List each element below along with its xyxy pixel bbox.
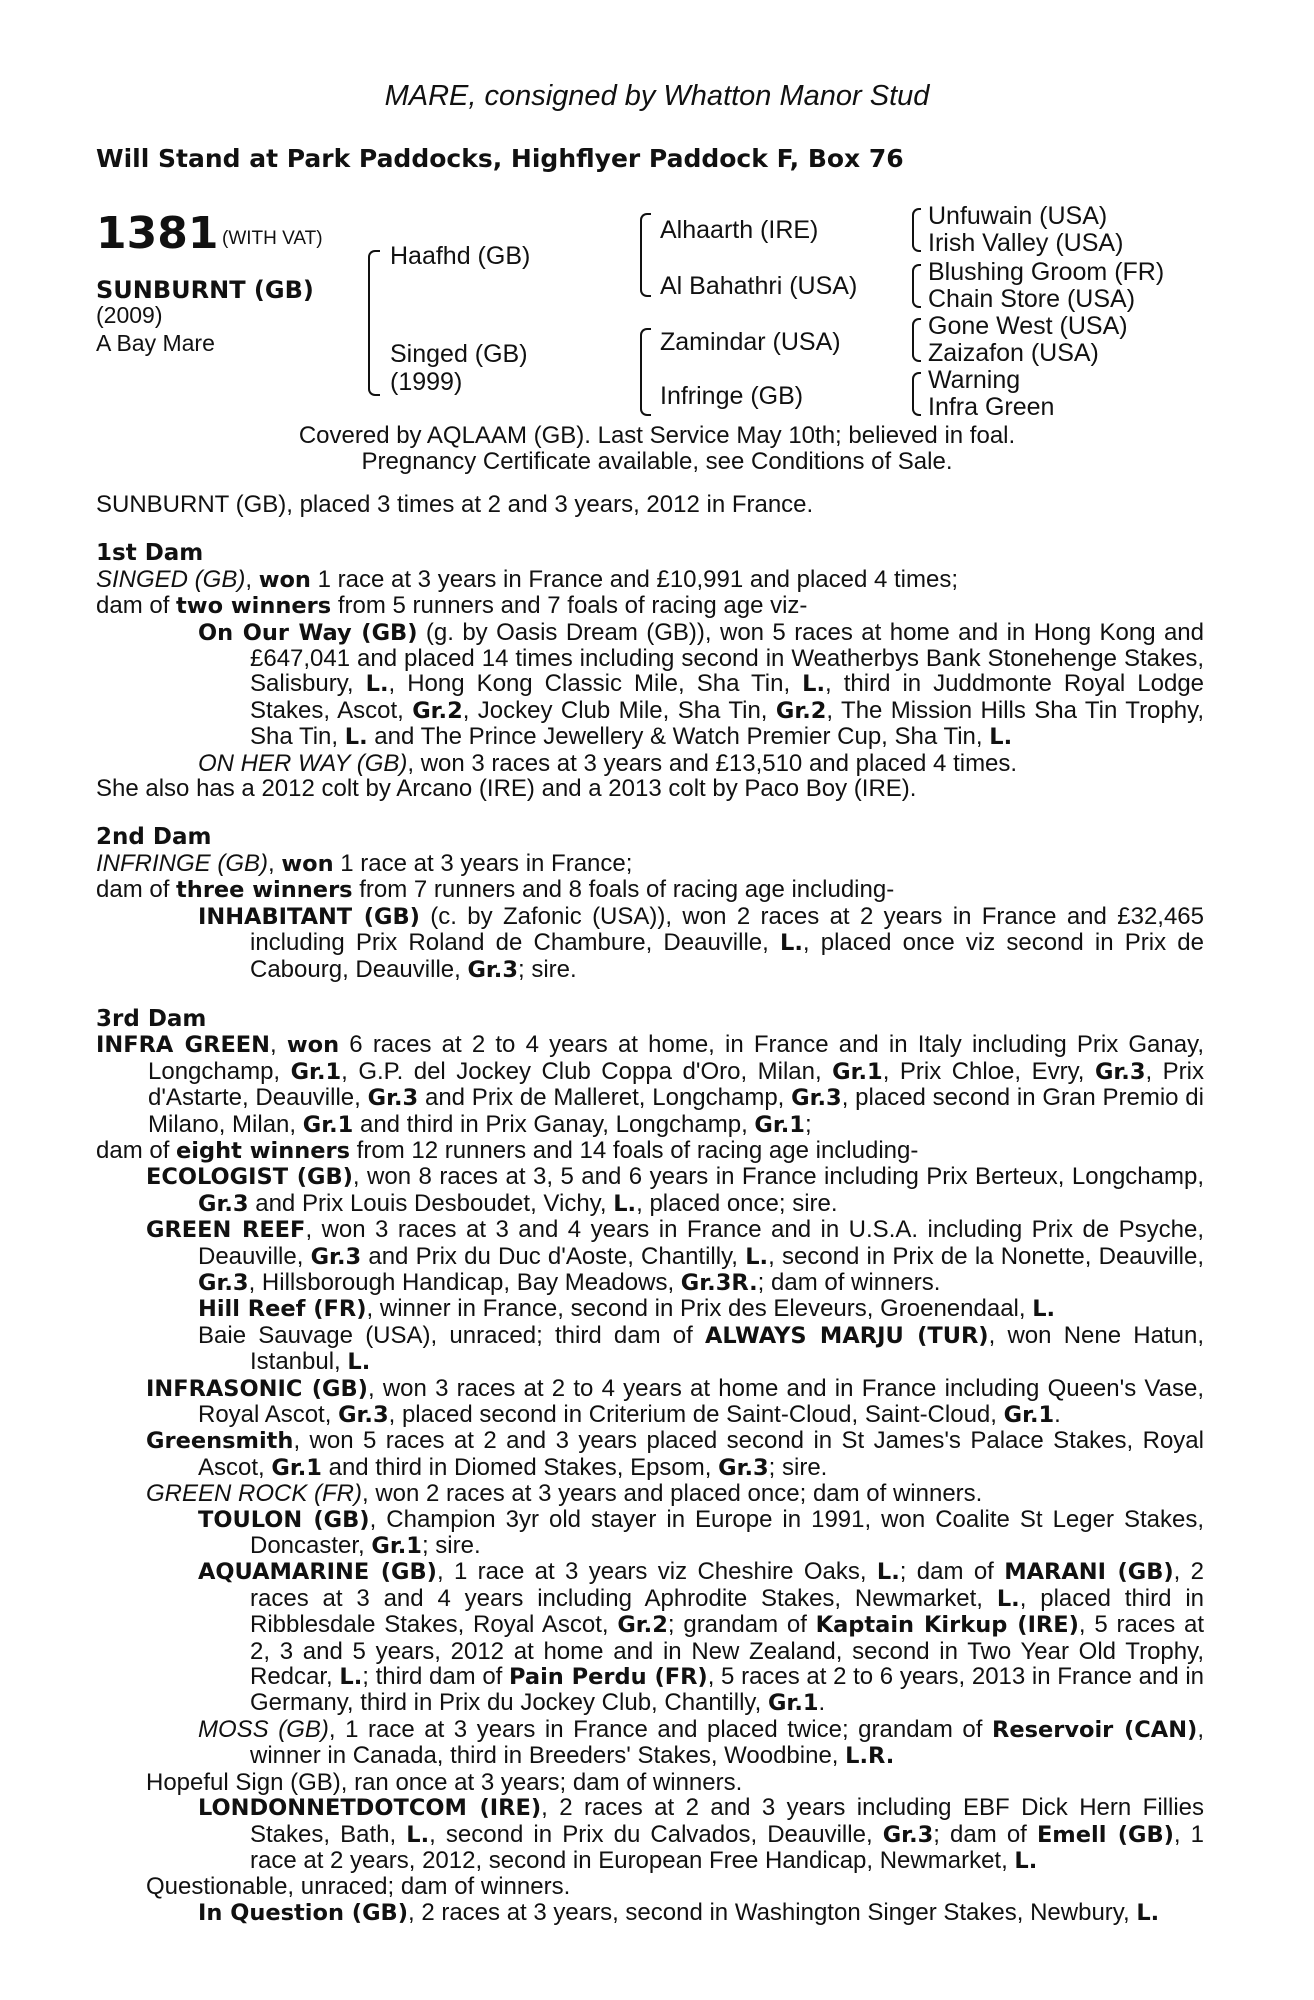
pedigree-sire: Haafhd (GB) — [390, 242, 531, 270]
covered-line: Covered by AQLAAM (GB). Last Service May 10th; believed in foal. — [298, 422, 1016, 449]
dam-entry: INFRA GREEN, won 6 races at 2 to 4 years at home, in France and in Italy including Prix Ganay, Longchamp, Gr.1, G.P. del Jockey Club Coppa d'Oro, Milan, Gr.1, Prix Chloe, Evry, Gr.3, Prix d'Astarte, Deauville, Gr.3 and Prix de Malleret, Longchamp, Gr.3, placed second in Gran Premio di Milano, Milan, Gr.1 and third in Prix Ganay, Longchamp, Gr.1; — [96, 1031, 1205, 1138]
horse-name: SUNBURNT (GB) — [96, 276, 314, 304]
progeny-entry: GREEN ROCK (FR), won 2 races at 3 years and placed once; dam of winners. — [146, 1480, 983, 1508]
other-produce: She also has a 2012 colt by Arcano (IRE) and a 2013 colt by Paco Boy (IRE). — [96, 775, 917, 803]
progeny-entry: Hill Reef (FR), winner in France, second in Prix des Eleveurs, Groenendaal, L. — [198, 1295, 1056, 1323]
progeny-entry: On Our Way (GB) (g. by Oasis Dream (GB)), won 5 races at home and in Hong Kong and £647,041 and placed 14 times including second in Weatherbys Bank Stonehenge Stakes, Salisbury, L., Hong Kong Classic Mile, Sha Tin, L., third in Juddmonte Royal Lodge Stakes, Ascot, Gr.2, Jockey Club Mile, Sha Tin, Gr.2, The Mission Hills Sha Tin Trophy, Sha Tin, L. and The Prince Jewellery & Watch Premier Cup, Sha Tin, L. — [198, 618, 1205, 751]
progeny-entry: INFRASONIC (GB), won 3 races at 2 to 4 years at home and in France including Queen's Vase, Royal Ascot, Gr.3, placed second in Criterium de Saint-Cloud, Saint-Cloud, Gr.1. — [146, 1374, 1205, 1428]
progeny-entry: GREEN REEF, won 3 races at 3 and 4 years in France and in U.S.A. including Prix de Psyche, Deauville, Gr.3 and Prix du Duc d'Aoste, Chantilly, L., second in Prix de la Nonette, Deauville, Gr.3, Hillsborough Handicap, Bay Meadows, Gr.3R.; dam of winners. — [146, 1216, 1205, 1296]
pedigree-dam: Singed (GB) — [390, 340, 528, 368]
lot-number: 1381 — [96, 208, 219, 259]
progeny-entry: Baie Sauvage (USA), unraced; third dam of ALWAYS MARJU (TUR), won Nene Hatun, Istanbul, L. — [198, 1321, 1204, 1376]
horse-description: A Bay Mare — [96, 330, 215, 356]
vat-label: (WITH VAT) — [222, 228, 323, 249]
pedigree-brace-sire — [640, 213, 651, 297]
section-heading: 2nd Dam — [96, 824, 212, 851]
pedigree-brace-ggp3 — [912, 318, 921, 362]
progeny-entry: ON HER WAY (GB), won 3 races at 3 years and £13,510 and placed 4 times. — [198, 749, 1018, 777]
pedigree-ggp: Infra Green — [928, 393, 1055, 421]
pedigree-brace-ggp2 — [912, 264, 921, 308]
pedigree-brace-dam — [640, 328, 651, 416]
section-heading: 1st Dam — [96, 540, 204, 567]
progeny-entry: Greensmith, won 5 races at 2 and 3 years placed second in St James's Palace Stakes, Royal Ascot, Gr.1 and third in Diomed Stakes, Epsom, Gr.3; sire. — [146, 1427, 1204, 1481]
dam-produce-line: dam of eight winners from 12 runners and 14 foals of racing age including- — [96, 1136, 919, 1164]
dam-entry: INFRINGE (GB), won 1 race at 3 years in France; — [96, 849, 633, 877]
pedigree-ggp: Unfuwain (USA) — [928, 202, 1108, 230]
pedigree-ggp: Gone West (USA) — [928, 312, 1128, 340]
pedigree-sire-dam: Al Bahathri (USA) — [660, 272, 858, 300]
progeny-entry: TOULON (GB), Champion 3yr old stayer in Europe in 1991, won Coalite St Leger Stakes, Doncaster, Gr.1; sire. — [198, 1505, 1204, 1560]
pedigree-brace-parents — [368, 250, 380, 396]
pedigree-ggp: Zaizafon (USA) — [928, 339, 1099, 367]
progeny-entry: LONDONNETDOTCOM (IRE), 2 races at 2 and 3 years including EBF Dick Hern Fillies Stakes, Bath, L., second in Prix du Calvados, Deauville, Gr.3; dam of Emell (GB), 1 race at 2 years, 2012, second in European Free Handicap, Newmarket, L. — [198, 1794, 1205, 1874]
progeny-entry: INHABITANT (GB) (c. by Zafonic (USA)), won 2 races at 2 years in France and £32,465 including Prix Roland de Chambure, Deauville, L., placed once viz second in Prix de Cabourg, Deauville, Gr.3; sire. — [198, 902, 1205, 983]
pedigree-dam-year: (1999) — [390, 368, 463, 396]
progeny-entry: Hopeful Sign (GB), ran once at 3 years; dam of winners. — [146, 1768, 743, 1796]
stand-location: Will Stand at Park Paddocks, Highflyer Paddock F, Box 76 — [96, 144, 904, 173]
pedigree-brace-ggp4 — [912, 372, 921, 416]
pedigree-sire-sire: Alhaarth (IRE) — [660, 216, 819, 244]
pedigree-dam-dam: Infringe (GB) — [660, 382, 804, 410]
pedigree-dam-sire: Zamindar (USA) — [660, 328, 841, 356]
pedigree-ggp: Irish Valley (USA) — [928, 229, 1124, 257]
dam-entry: SINGED (GB), won 1 race at 3 years in France and £10,991 and placed 4 times; — [96, 565, 959, 593]
pedigree-ggp: Chain Store (USA) — [928, 285, 1136, 313]
pedigree-brace-ggp1 — [912, 208, 921, 252]
dam-produce-line: dam of two winners from 5 runners and 7 foals of racing age viz- — [96, 592, 808, 620]
progeny-entry: In Question (GB), 2 races at 3 years, second in Washington Singer Stakes, Newbury, L. — [198, 1898, 1160, 1926]
pregnancy-line: Pregnancy Certificate available, see Conditions of Sale. — [361, 448, 953, 475]
dam-produce-line: dam of three winners from 7 runners and 8 foals of racing age including- — [96, 876, 895, 904]
progeny-entry: MOSS (GB), 1 race at 3 years in France and placed twice; grandam of Reservoir (CAN), winner in Canada, third in Breeders' Stakes, Woodbine, L.R. — [198, 1715, 1204, 1770]
progeny-entry: Questionable, unraced; dam of winners. — [146, 1873, 571, 1901]
pedigree-ggp: Warning — [928, 366, 1021, 394]
summary-line: SUNBURNT (GB), placed 3 times at 2 and 3 years, 2012 in France. — [96, 491, 814, 518]
progeny-entry: AQUAMARINE (GB), 1 race at 3 years viz Cheshire Oaks, L.; dam of MARANI (GB), 2 races at 3 and 4 years including Aphrodite Stakes, Newmarket, L., placed third in Ribblesdale Stakes, Royal Ascot, Gr.2; grandam of Kaptain Kirkup (IRE), 5 races at 2, 3 and 5 years, 2012 at home and in New Zealand, second in Two Year Old Trophy, Redcar, L.; third dam of Pain Perdu (FR), 5 races at 2 to 6 years, 2013 in France and in Germany, third in Prix du Jockey Club, Chantilly, Gr.1. — [198, 1558, 1205, 1717]
pedigree-ggp: Blushing Groom (FR) — [928, 258, 1165, 286]
foaling-year: (2009) — [96, 302, 163, 328]
page-title: MARE, consigned by Whatton Manor Stud — [384, 80, 930, 112]
section-heading: 3rd Dam — [96, 1005, 207, 1032]
pedigree-notes — [96, 492, 1204, 1926]
progeny-entry: ECOLOGIST (GB), won 8 races at 3, 5 and 6 years in France including Prix Berteux, Longchamp, Gr.3 and Prix Louis Desboudet, Vichy, L., placed once; sire. — [146, 1163, 1204, 1217]
